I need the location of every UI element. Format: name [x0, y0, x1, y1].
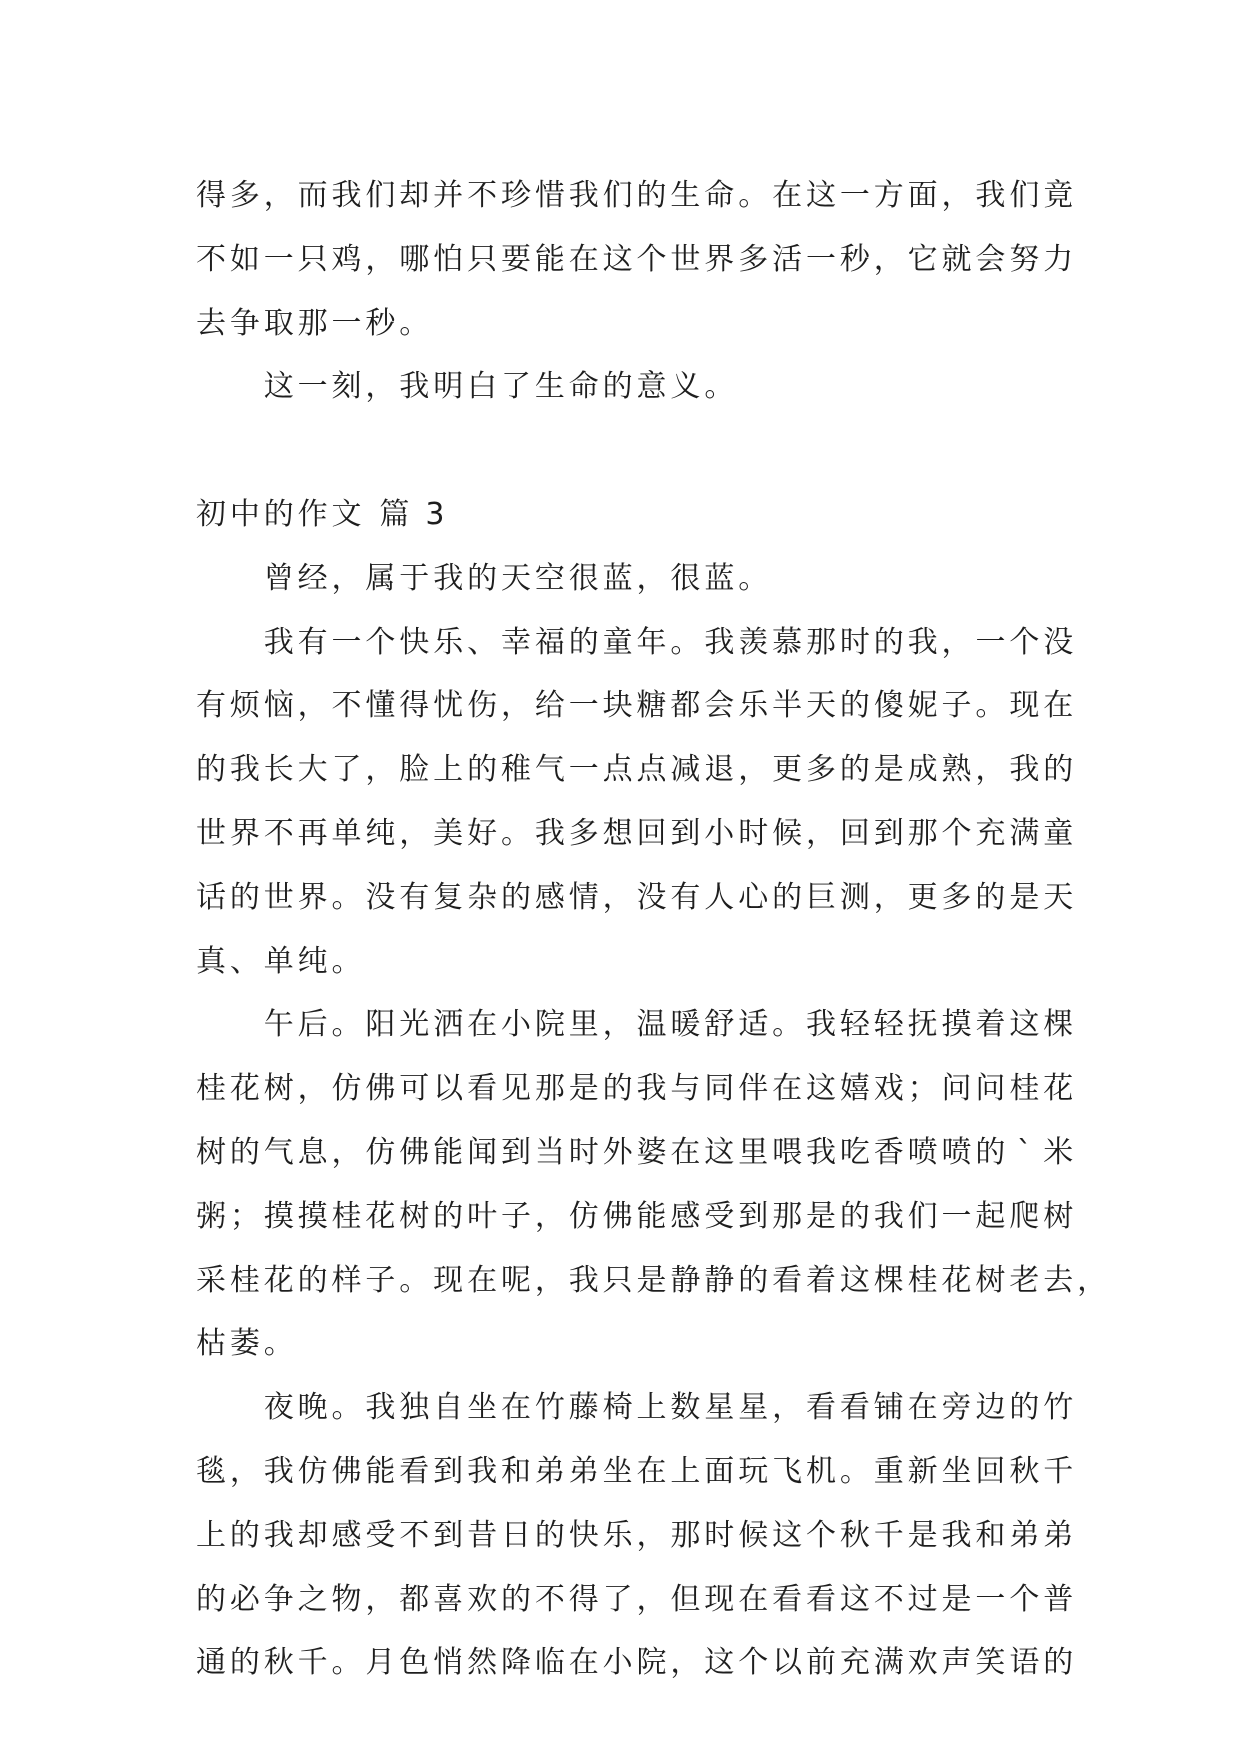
section-title: 初 中 的 作 文 [195, 496, 362, 532]
text-line: 曾 经 ， 属 于 我 的 天 空 很 蓝 ， 很 蓝 。 [263, 560, 769, 596]
text-line: 夜 晚 。 我 独 自 坐 在 竹 藤 椅 上 数 星 星 ， 看 看 铺 在 旁 边 的 竹 [263, 1390, 1074, 1426]
text-line: 去 争 取 那 一 秒 。 [195, 305, 430, 341]
text-line: 通 的 秋 千 。 月 色 悄 然 降 临 在 小 院 ， 这 个 以 前 充 满 欢 声 笑 语 的 [195, 1645, 1074, 1681]
text-line: 枯 萎 。 [195, 1326, 294, 1362]
text-line: 这 一 刻 ， 我 明 白 了 生 命 的 意 义 。 [263, 369, 735, 405]
paragraph [194, 1376, 1074, 1695]
closing-paragraph [194, 355, 1054, 419]
text-line: 的 必 争 之 物 ， 都 喜 欢 的 不 得 了 ， 但 现 在 看 看 这 不 过 是 一 个 普 [195, 1581, 1074, 1617]
text-line: 真 、 单 纯 。 [195, 943, 362, 979]
text-line: 毯 ， 我 仿 佛 能 看 到 我 和 弟 弟 坐 在 上 面 玩 飞 机 。 重 新 坐 回 秋 千 [195, 1453, 1074, 1489]
section-spacer [194, 419, 1054, 483]
text-line: 采 桂 花 的 样 子 。 现 在 呢 ， 我 只 是 静 静 的 看 着 这 棵 桂 花 树 老 去 ， [195, 1262, 1108, 1298]
paragraph [194, 547, 1054, 611]
document-body [194, 164, 1108, 1695]
section-heading-line [194, 483, 1054, 547]
text-line: 有 烦 恼 ， 不 懂 得 忧 伤 ， 给 一 块 糖 都 会 乐 半 天 的 傻 妮 子 。 现 在 [195, 688, 1074, 724]
text-line: 我 有 一 个 快 乐 、 幸 福 的 童 年 。 我 羡 慕 那 时 的 我 ， 一 个 没 [263, 624, 1074, 660]
paragraph [194, 993, 1108, 1376]
text-line: 世 界 不 再 单 纯 ， 美 好 。 我 多 想 回 到 小 时 候 ， 回 到 那 个 充 满 童 [195, 815, 1074, 851]
section-heading [194, 483, 1054, 547]
text-line: 树 的 气 息 ， 仿 佛 能 闻 到 当 时 外 婆 在 这 里 喂 我 吃 香 喷 喷 的 ` 米 [195, 1134, 1074, 1170]
text-line: 得 多 ， 而 我 们 却 并 不 珍 惜 我 们 的 生 命 。 在 这 一 方 面 ， 我 们 竟 [195, 178, 1074, 213]
section-label: 篇 [379, 496, 410, 532]
text-line: 不 如 一 只 鸡 ， 哪 怕 只 要 能 在 这 个 世 界 多 活 一 秒 ， 它 就 会 努 力 [195, 241, 1074, 277]
text-line: 桂 花 树 ， 仿 佛 可 以 看 见 那 是 的 我 与 同 伴 在 这 嬉 戏 ； 问 问 桂 花 [195, 1071, 1074, 1107]
paragraph [194, 611, 1074, 994]
text-line: 话 的 世 界 。 没 有 复 杂 的 感 情 ， 没 有 人 心 的 巨 测 ， 更 多 的 是 天 [195, 879, 1074, 915]
text-line: 上 的 我 却 感 受 不 到 昔 日 的 快 乐 ， 那 时 候 这 个 秋 千 是 我 和 弟 弟 [195, 1517, 1074, 1553]
text-line: 的 我 长 大 了 ， 脸 上 的 稚 气 一 点 点 减 退 ， 更 多 的 是 成 熟 ， 我 的 [195, 752, 1074, 788]
text-line: 粥 ； 摸 摸 桂 花 树 的 叶 子 ， 仿 佛 能 感 受 到 那 是 的 我 们 一 起 爬 树 [195, 1198, 1074, 1234]
intro-paragraph [194, 164, 1074, 355]
text-line: 午 后 。 阳 光 洒 在 小 院 里 ， 温 暖 舒 适 。 我 轻 轻 抚 摸 着 这 棵 [263, 1007, 1074, 1043]
section-number: 3 [425, 496, 445, 532]
